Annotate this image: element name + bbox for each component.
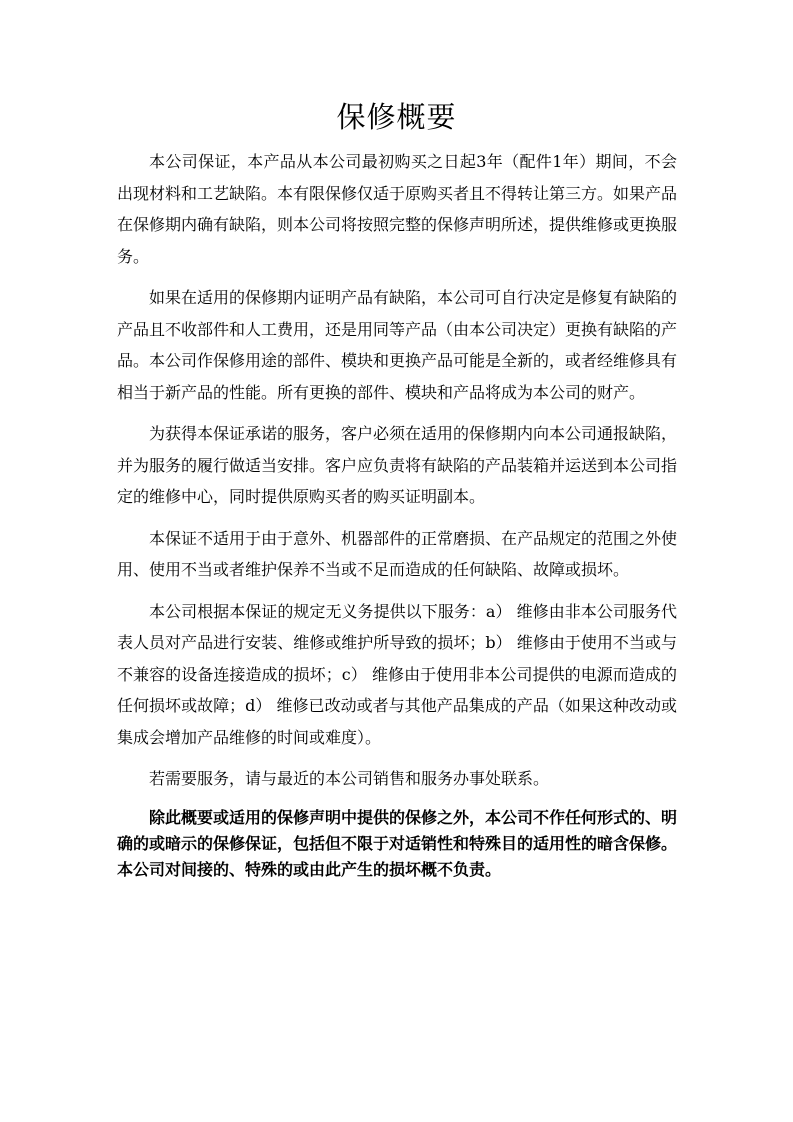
paragraph-repair-replacement: 如果在适用的保修期内证明产品有缺陷，本公司可自行决定是修复有缺陷的产品且不收部件和人工费用，还是用同等产品（由本公司决定）更换有缺陷的产品。本公司作保修用途的部件、模块和更换产品可能是全新的，或者经维修具有相当于新产品的性能。所有更换的部件、模块和产品将成为本公司的财产。 [117,288,678,402]
paragraph-contact: 若需要服务，请与最近的本公司销售和服务办事处联系。 [149,769,550,788]
paragraph-exclusions: 本保证不适用于由于意外、机器部件的正常磨损、在产品规定的范围之外使用、使用不当或者维护保养不当或不足而造成的任何缺陷、故障或损坏。 [117,528,678,579]
document-body [117,146,677,893]
paragraph-warranty-scope: 本公司保证，本产品从本公司最初购买之日起3年（配件1年）期间，不会出现材料和工艺缺陷。本有限保修仅适于原购买者且不得转让第三方。如果产品在保修期内确有缺陷，则本公司将按照完整的保修声明所述，提供维修或更换服务。 [117,152,678,266]
page-title: 保修概要 [336,100,457,134]
paragraph-disclaimer: 除此概要或适用的保修声明中提供的保修之外，本公司不作任何形式的、明确的或暗示的保修保证，包括但不限于对适销性和特殊目的适用性的暗含保修。本公司对间接的、特殊的或由此产生的损坏概不负责。 [117,807,678,879]
paragraph-no-obligation-services: 本公司根据本保证的规定无义务提供以下服务：a） 维修由非本公司服务代表人员对产品进行安装、维修或维护所导致的损坏；b） 维修由于使用不当或与不兼容的设备连接造成的损坏；c） 维修由于使用非本公司提供的电源而造成的任何损坏或故障；d） 维修已改动或者与其他产品集成的产品（如果这种改动或集成会增加产品维修的时间或难度）。 [117,601,677,747]
paragraph-service-procedure: 为获得本保证承诺的服务，客户必须在适用的保修期内向本公司通报缺陷，并为服务的履行做适当安排。客户应负责将有缺陷的产品装箱并运送到本公司指定的维修中心，同时提供原购买者的购买证明副本。 [117,424,678,506]
